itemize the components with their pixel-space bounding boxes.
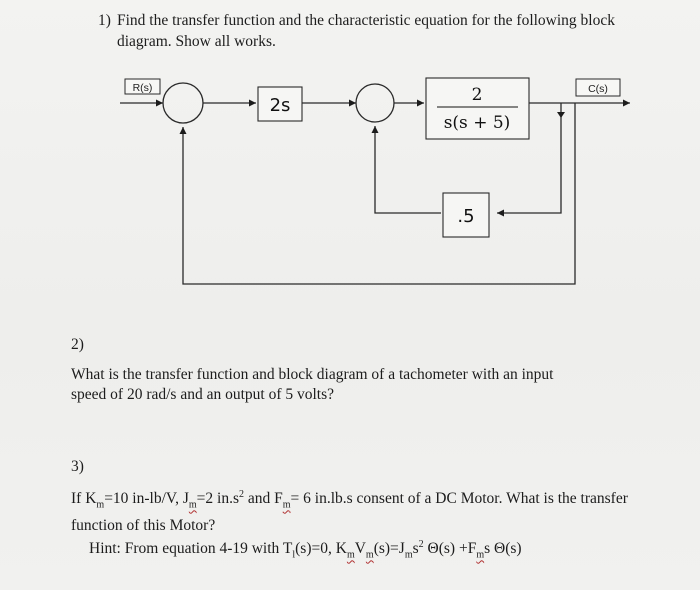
hint-part: s — [412, 540, 419, 558]
block-2s-label: 2s — [269, 95, 291, 116]
q3-sub: m — [282, 499, 291, 511]
block-feedback-label: .5 — [457, 206, 475, 227]
question-1-text: Find the transfer function and the characteristic equation for the following block diagram. Show all works. — [117, 12, 615, 50]
hint-part: (s)=J — [373, 540, 405, 558]
question-3-text — [71, 484, 631, 536]
q3-part: =2 in.s — [196, 490, 239, 508]
question-2-number: 2) — [71, 336, 84, 353]
takeoff-arrow-icon — [557, 112, 565, 118]
hint-sup: 2 — [418, 539, 424, 550]
hint-sub: l — [292, 549, 296, 561]
q3-part: = 6 in.lb.s consent of a DC Motor. What is the transfer function of this Motor? — [71, 490, 628, 535]
hint-part: Θ(s) +F — [423, 540, 477, 558]
question-3-number: 3) — [71, 458, 84, 475]
q3-sub: m — [96, 499, 105, 511]
input-label: R(s) — [132, 82, 153, 94]
hint-sub: m — [365, 549, 374, 561]
summing-junction-1 — [163, 83, 203, 123]
q3-sub: m — [188, 499, 197, 511]
question-2-text: What is the transfer function and block diagram of a tachometer with an input speed of 20 rad/s and an output of 5 volts? — [71, 366, 554, 403]
q3-sup: 2 — [239, 489, 244, 500]
hint-part: V — [354, 540, 366, 558]
hint-part: s Θ(s) — [484, 540, 522, 558]
output-label: C(s) — [588, 83, 608, 95]
hint-part: Hint: From equation 4-19 with T — [89, 540, 293, 558]
q3-part: If K — [71, 490, 97, 508]
question-1-number: 1) — [98, 12, 111, 29]
q3-part: and F — [244, 490, 283, 508]
question-3-hint — [89, 539, 522, 560]
summing-junction-2 — [356, 84, 394, 122]
hint-sub: m — [346, 549, 355, 561]
plant-numerator: 2 — [471, 85, 483, 105]
hint-sub: m — [476, 549, 485, 561]
hint-part: (s)=0, K — [295, 540, 347, 558]
plant-denominator: s(s + 5) — [443, 113, 511, 133]
q3-part: =10 in-lb/V, J — [104, 490, 189, 508]
hint-sub: m — [404, 549, 413, 561]
